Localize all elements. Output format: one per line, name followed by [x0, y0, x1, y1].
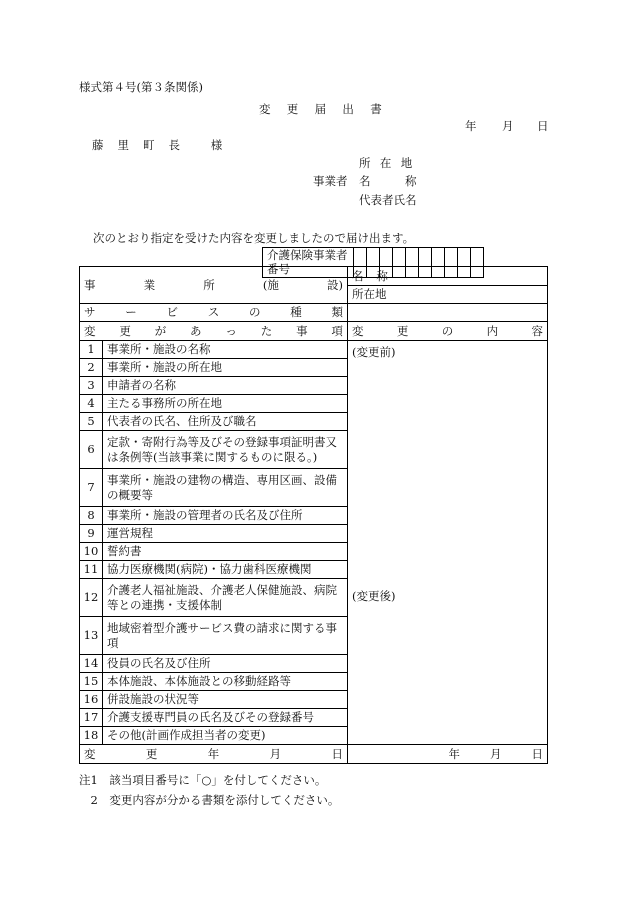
facility-location-cell[interactable]: [348, 286, 548, 304]
item-number[interactable]: 8: [80, 507, 103, 525]
change-content-header: [352, 324, 543, 338]
item-number[interactable]: 18: [80, 727, 103, 745]
service-type-label: [84, 305, 343, 319]
item-number[interactable]: 12: [80, 579, 103, 617]
changed-items-header-cell: [80, 322, 348, 341]
item-text: 誓約書: [103, 543, 348, 561]
item-number[interactable]: 13: [80, 617, 103, 655]
service-type-label-char: 種: [290, 305, 302, 320]
note-1: 注1 該当項目番号に「○」を付してください。: [79, 773, 327, 787]
document-title: 変 更 届 出 書: [259, 102, 389, 116]
changed-items-header-char: た: [260, 323, 273, 338]
item-number[interactable]: 9: [80, 525, 103, 543]
report-date-cell[interactable]: [348, 745, 548, 764]
date-day: 日: [537, 119, 549, 133]
changed-items-header-char: っ: [225, 323, 237, 338]
change-content-header-char: 容: [531, 323, 543, 338]
changed-items-header: [84, 324, 343, 338]
item-text: 併設施設の状況等: [103, 691, 348, 709]
item-text: 本体施設、本体施設との移動経路等: [103, 673, 348, 691]
service-type-value-cell[interactable]: [348, 304, 548, 322]
item-text: 主たる事務所の所在地: [103, 395, 348, 413]
changed-items-header-char: 項: [331, 323, 343, 338]
item-text: 介護老人福祉施設、介護老人保健施設、病院等との連携・支援体制: [103, 579, 348, 617]
item-number[interactable]: 4: [80, 395, 103, 413]
change-content-header-char: 変: [352, 323, 364, 338]
change-content-header-char: 内: [486, 323, 499, 338]
item-text: 申請者の名称: [103, 377, 348, 395]
facility-name-label: 名 称: [352, 268, 393, 283]
facility-label: [84, 278, 343, 292]
applicant-rep-label: 代表者氏名: [359, 193, 417, 207]
change-date-label-char: 変: [84, 746, 96, 761]
change-content-header-char: 更: [396, 323, 409, 338]
change-notification-table: [79, 266, 548, 764]
item-number[interactable]: 17: [80, 709, 103, 727]
change-date-label-char: 月: [269, 746, 282, 761]
change-content-header-char: の: [441, 323, 454, 338]
report-date-char: 年: [448, 746, 460, 761]
item-number[interactable]: 7: [80, 469, 103, 507]
table-row: [80, 341, 548, 359]
facility-label-char: 事: [84, 277, 96, 292]
applicant-address-label: 所 在 地: [359, 156, 416, 170]
changed-items-header-char: 変: [84, 323, 96, 338]
service-type-label-char: サ: [84, 305, 96, 320]
item-text: 事業所・施設の所在地: [103, 359, 348, 377]
item-number[interactable]: 16: [80, 691, 103, 709]
change-date-label-cell[interactable]: [80, 745, 348, 764]
item-number[interactable]: 15: [80, 673, 103, 691]
report-date-char: 日: [531, 746, 543, 761]
note-2: 2 変更内容が分かる書類を添付してください。: [79, 793, 340, 807]
item-text: 協力医療機関(病院)・協力歯科医療機関: [103, 561, 348, 579]
item-number[interactable]: 11: [80, 561, 103, 579]
changed-items-header-char: 事: [296, 323, 308, 338]
changed-items-header-char: が: [154, 323, 167, 338]
item-text: 事業所・施設の名称: [103, 341, 348, 359]
item-text: 事業所・施設の管理者の氏名及び住所: [103, 507, 348, 525]
report-date-char: 月: [490, 746, 502, 761]
intro-text: 次のとおり指定を受けた内容を変更しましたので届け出ます。: [93, 231, 415, 245]
item-number[interactable]: 14: [80, 655, 103, 673]
item-number[interactable]: 2: [80, 359, 103, 377]
facility-label-char: 所: [203, 277, 215, 292]
item-text: 介護支援専門員の氏名及びその登録番号: [103, 709, 348, 727]
change-date-label-char: 年: [207, 746, 220, 761]
applicant-name-label: 名 称: [359, 174, 417, 188]
changed-items-header-char: あ: [190, 323, 202, 338]
facility-label-char: (施: [262, 277, 279, 292]
changed-items-header-char: 更: [119, 323, 131, 338]
item-text: 事業所・施設の建物の構造、専用区画、設備の概要等: [103, 469, 348, 507]
date-year: 年: [465, 119, 477, 133]
item-number[interactable]: 6: [80, 431, 103, 469]
addressee: 藤 里 町 長 様: [92, 138, 228, 152]
item-number[interactable]: 10: [80, 543, 103, 561]
change-date-label-char: 日: [331, 746, 343, 761]
item-text: 運営規程: [103, 525, 348, 543]
service-type-label-cell: [80, 304, 348, 322]
registration-number-label: 介護保険事業者番号: [263, 248, 354, 278]
change-date-row: [80, 745, 548, 764]
item-number[interactable]: 3: [80, 377, 103, 395]
facility-label-char: 業: [143, 277, 156, 292]
item-text: 地域密着型介護サービス費の請求に関する事項: [103, 617, 348, 655]
service-type-label-char: ー: [125, 305, 137, 320]
change-content-cell[interactable]: [348, 341, 548, 745]
before-change-label: (変更前): [352, 345, 396, 359]
item-text: 定款・寄附行為等及びその登録事項証明書又は条例等(当該事業に関するものに限る。): [103, 431, 348, 469]
item-text: 役員の氏名及び住所: [103, 655, 348, 673]
form-number: 様式第４号(第３条関係): [79, 80, 203, 94]
facility-label-char: 設): [327, 277, 343, 292]
change-content-header-cell: [348, 322, 548, 341]
service-type-label-char: ビ: [166, 305, 178, 320]
applicant-group-label: 事業者: [313, 174, 348, 188]
facility-name-cell[interactable]: [348, 267, 548, 286]
after-change-label: (変更後): [352, 589, 396, 603]
facility-location-label: 所在地: [352, 287, 387, 302]
item-number[interactable]: 1: [80, 341, 103, 359]
item-text: その他(計画作成担当者の変更): [103, 727, 348, 745]
change-date-label-char: 更: [145, 746, 158, 761]
service-type-label-char: ス: [207, 305, 220, 320]
service-type-label-char: の: [249, 305, 261, 320]
item-number[interactable]: 5: [80, 413, 103, 431]
item-text: 代表者の氏名、住所及び職名: [103, 413, 348, 431]
facility-label-cell: [80, 267, 348, 304]
date-month: 月: [502, 119, 514, 133]
service-type-label-char: 類: [331, 305, 343, 320]
